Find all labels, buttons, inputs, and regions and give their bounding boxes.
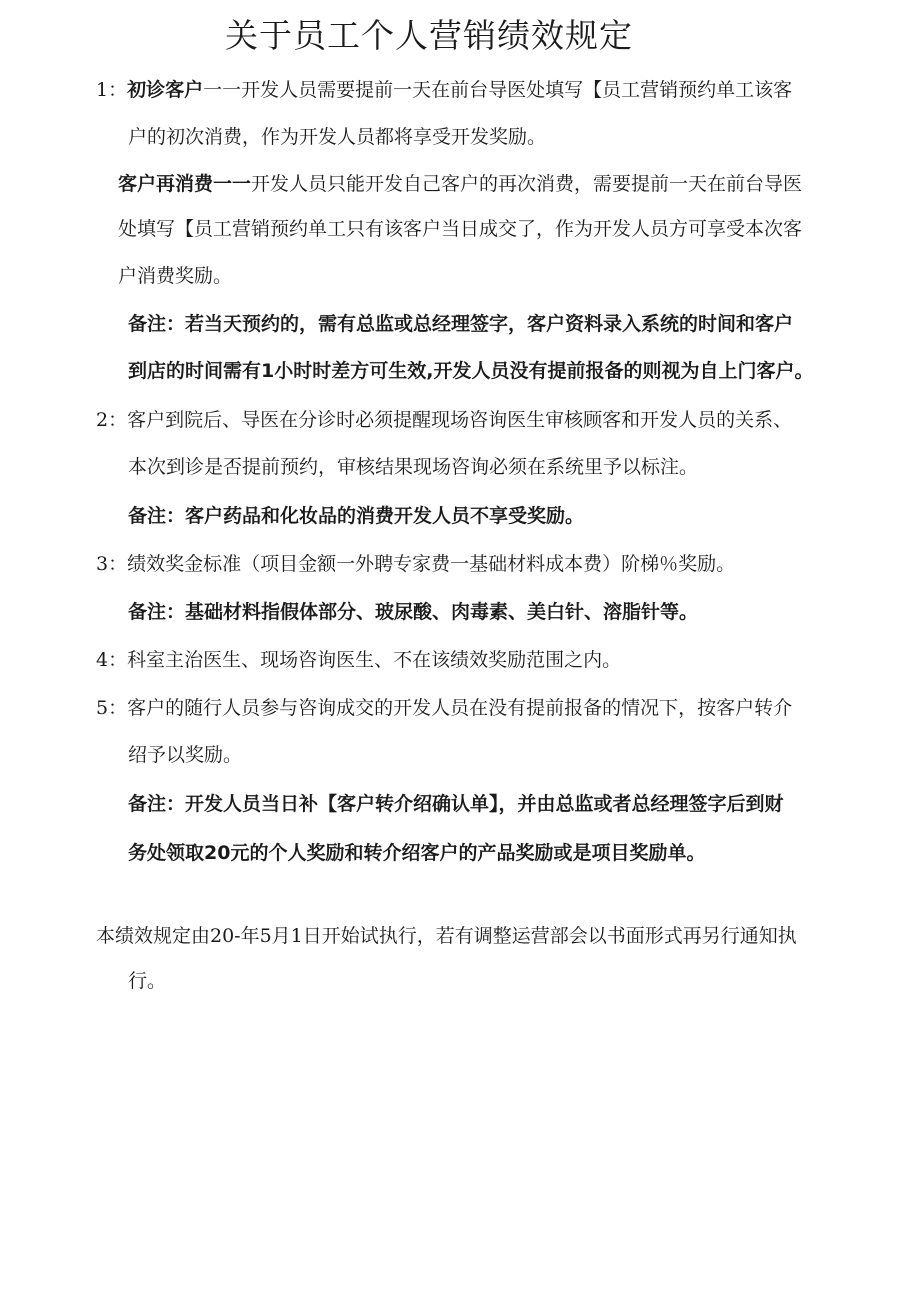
- note-1-line-1: 备注：若当天预约的，需有总监或总经理签字，客户资料录入系统的时间和客户: [128, 313, 794, 335]
- item-5-line-1: [96, 695, 792, 721]
- item-3-number: 3：: [96, 553, 128, 575]
- item-2-text: 客户到院后、导医在分诊时必须提醒现场咨询医生审核顾客和开发人员的关系、: [127, 409, 793, 431]
- item-5-number: 5：: [96, 697, 128, 719]
- note-3-line-1: 备注：基础材料指假体部分、玻尿酸、肉毒素、美白针、溶脂针等。: [128, 601, 699, 623]
- item-1b-line-2: 处填写【员工营销预约单工只有该客户当日成交了，作为开发人员方可享受本次客: [118, 218, 803, 240]
- item-1b-label: 客户再消费一一: [118, 173, 252, 195]
- item-1-label: 初诊客户: [127, 79, 204, 101]
- document-title: 关于员工个人营销绩效规定: [225, 16, 633, 55]
- item-5-text: 客户的随行人员参与咨询成交的开发人员在没有提前报备的情况下，按客户转介: [127, 697, 793, 719]
- note-2-line-1: 备注：客户药品和化妆品的消费开发人员不享受奖励。: [128, 505, 585, 527]
- footer-line-2: 行。: [128, 970, 167, 992]
- item-1-line-1: [96, 77, 792, 103]
- item-1-number: 1：: [96, 79, 128, 101]
- note-5-line-1: 备注：开发人员当日补【客户转介绍确认单】，并由总监或者总经理签字后到财: [128, 793, 784, 815]
- item-1-line-2: 户的初次消费，作为开发人员都将享受开发奖励。: [128, 126, 547, 148]
- item-1b-line-3: 户消费奖励。: [118, 265, 233, 287]
- note-1-line-2: 到店的时间需有1小时时差方可生效,开发人员没有提前报备的则视为自上门客户。: [128, 360, 814, 382]
- item-1b-line-1: [118, 171, 802, 197]
- item-4-line-1: [96, 647, 621, 673]
- footer-line-1: 本绩效规定由20-年5月1日开始试执行，若有调整运营部会以书面形式再另行通知执: [96, 925, 797, 947]
- item-2-line-1: [96, 407, 792, 433]
- item-2-number: 2：: [96, 409, 128, 431]
- note-5-line-2: 务处领取20元的个人奖励和转介绍客户的产品奖励或是项目奖励单。: [128, 842, 706, 864]
- item-1-text: 一一开发人员需要提前一天在前台导医处填写【员工营销预约单工该客: [203, 79, 793, 101]
- item-4-number: 4：: [96, 649, 128, 671]
- item-2-line-2: 本次到诊是否提前预约，审核结果现场咨询必须在系统里予以标注。: [128, 456, 699, 478]
- item-4-text: 科室主治医生、现场咨询医生、不在该绩效奖励范围之内。: [127, 649, 622, 671]
- item-3-line-1: [96, 551, 735, 577]
- item-3-text: 绩效奖金标准（项目金额一外聘专家费一基础材料成本费）阶梯％奖励。: [127, 553, 736, 575]
- item-1b-text: 开发人员只能开发自己客户的再次消费，需要提前一天在前台导医: [251, 173, 803, 195]
- item-5-line-2: 绍予以奖励。: [128, 744, 243, 766]
